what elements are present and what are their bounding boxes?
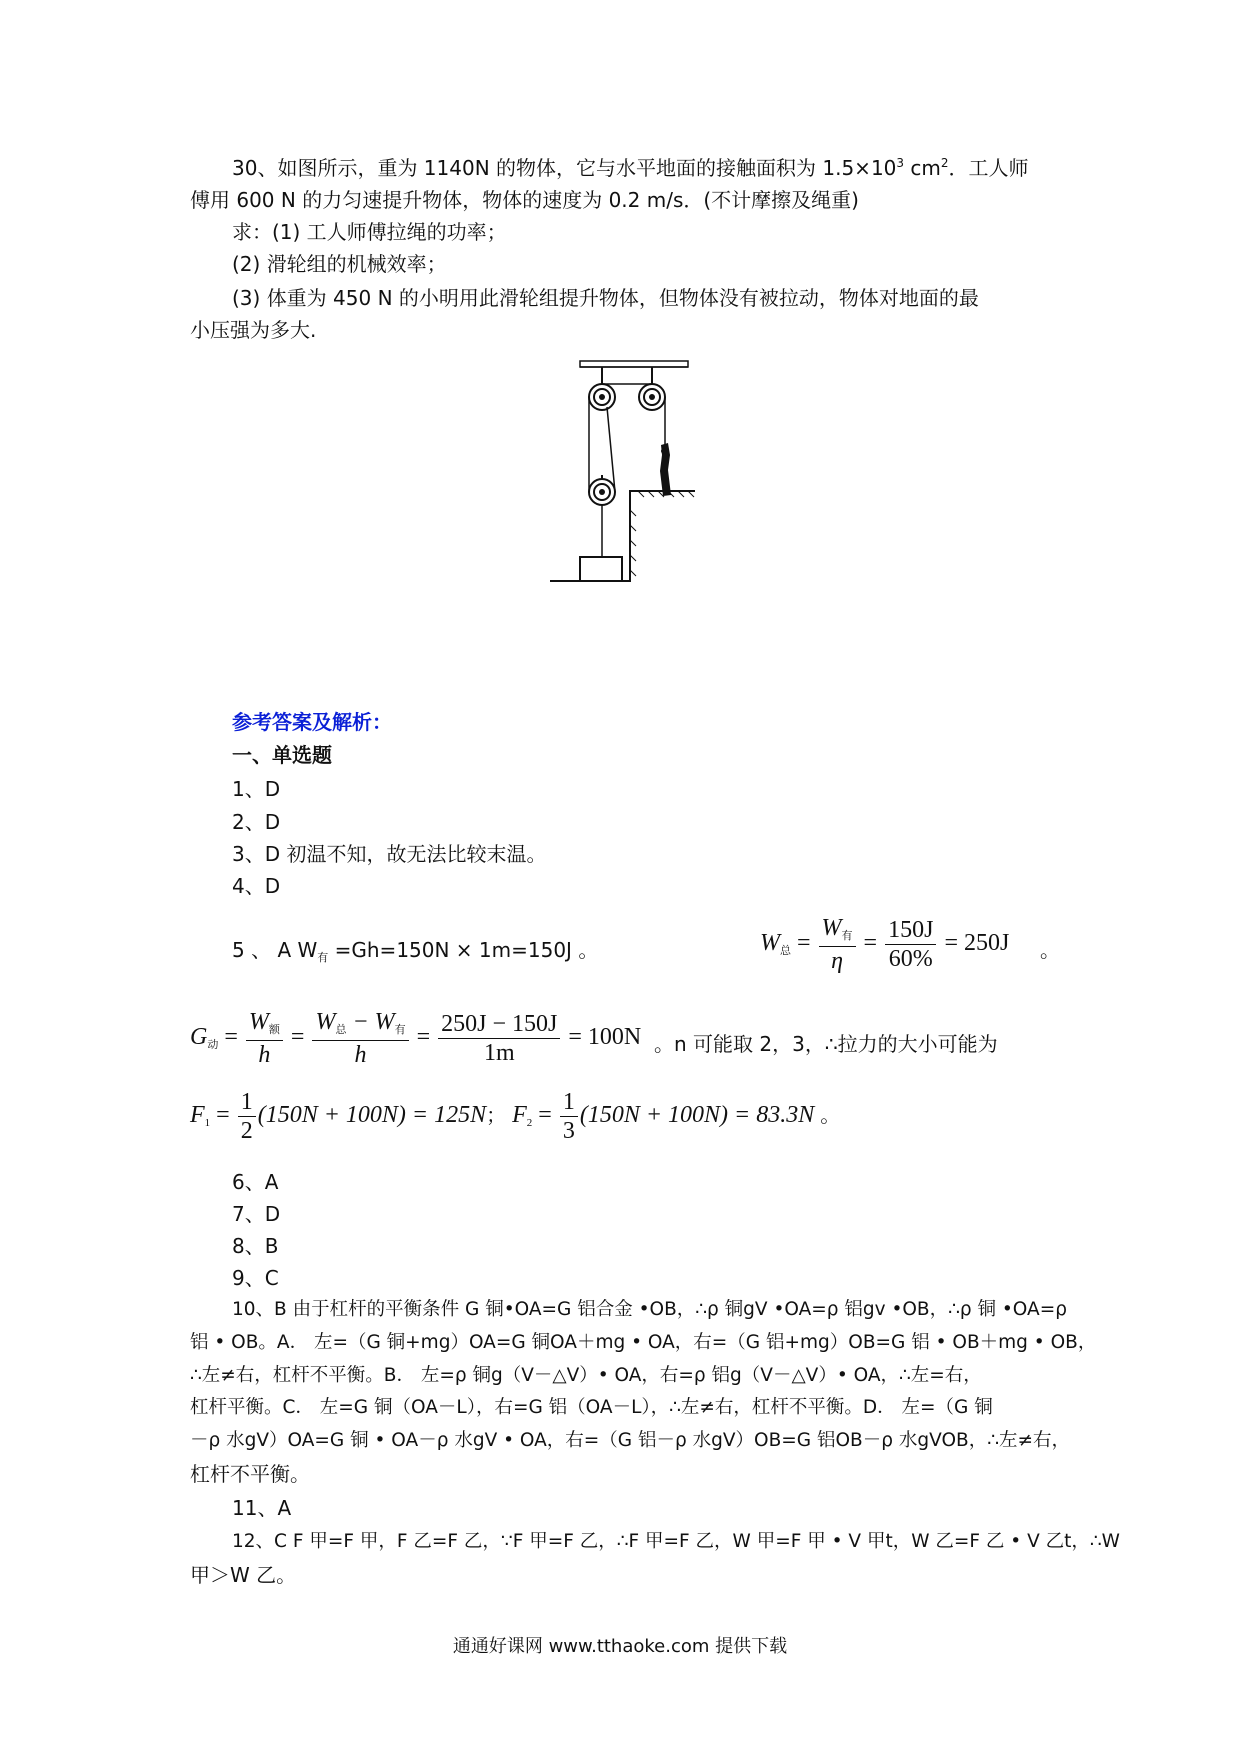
denominator: 3 [562,1118,575,1144]
answer-5-text [232,936,598,968]
a5-label: 5 、 A W [232,938,318,962]
denominator: 60% [888,946,933,972]
answer-7: 7、D [232,1202,281,1226]
q30-text: ．工人师 [948,156,1029,180]
fraction [238,1088,256,1145]
answer-1: 1、D [232,777,281,801]
answer-10-line2: 铝 • OB。A． 左=（G 铜+mg）OA=G 铜OA＋mg • OA，右=（G 铝+mg）OB=G 铝 • OB＋mg • OB， [190,1332,1097,1353]
denominator: 2 [240,1118,253,1144]
answer-10-line1: 10、B 由于杠杆的平衡条件 G 铜•OA=G 铝合金 •OB，∴ρ 铜gV •OA=ρ 铝gv •OB，∴ρ 铜 •OA=ρ [232,1299,1067,1320]
answer-4: 4、D [232,874,281,898]
var-w: − W [346,1009,395,1035]
unit-text: cm [904,156,941,180]
q30-text: 30、如图所示，重为 1140N 的物体，它与水平地面的接触面积为 1.5×10 [232,156,897,180]
answer-9: 9、C [232,1266,279,1290]
numerator: 250J − 150J [438,1010,560,1039]
subscript: 2 [526,1117,533,1130]
denominator: 1m [483,1040,515,1066]
q30-line6: 小压强为多大. [190,318,317,342]
answer-10-line4: 杠杆平衡。C． 左=G 铜（OA－L），右=G 铝（OA－L），∴左≠右，杠杆不平衡。D． 左=（G 铜 [190,1397,993,1418]
answer-11: 11、A [232,1496,292,1520]
answer-2: 2、D [232,810,281,834]
fraction [885,916,936,973]
var-w: W [760,930,780,957]
rope [607,407,615,492]
var-w: W [248,1009,269,1035]
q30-line5: (3) 体重为 450 N 的小明用此滑轮组提升物体，但物体没有被拉动，物体对地面的最 [232,286,979,310]
exponent: 3 [896,156,905,170]
subscript: 有 [317,951,329,964]
page-footer: 通通好课网 www.tthaoke.com 提供下载 [452,1636,788,1657]
result: = 100N [568,1024,642,1051]
q30-line1 [232,154,1029,185]
fraction [438,1010,560,1067]
period: 。 [820,1103,841,1128]
answers-heading: 参考答案及解析： [232,710,392,734]
answer-10-line3: ∴左≠右，杠杆不平衡。B． 左=ρ 铜g（V－△V）• OA，右=ρ 铝g（V－△V）• OA，∴左=右， [190,1365,982,1386]
load-block [580,557,622,581]
var-eta: η [831,948,843,974]
numerator: 1 [238,1088,256,1117]
exponent: 2 [940,156,949,170]
numerator: 1 [560,1088,578,1117]
numerator: 150J [885,916,936,945]
fraction [312,1008,408,1069]
subscript: 1 [204,1117,211,1130]
fraction [819,914,856,975]
var-h: h [354,1042,367,1068]
var-f: F [512,1102,527,1129]
g-formula: G动 = $\frac{\text{W额}}{h}$ = $\frac{\text{W总 − W有}}{h}$ = $\frac{250J - 150J}{1m}$ = 100N [190,1009,642,1068]
subscript: 动 [207,1039,219,1052]
a5-end: 。 [1040,938,1060,962]
answer-10-line5: －ρ 水gV）OA=G 铜 • OA－ρ 水gV • OA，右=（G 铝－ρ 水gV）OB=G 铝OB－ρ 水gVOB，∴左≠右， [190,1430,1070,1451]
subscript: 有 [394,1024,406,1036]
f-formulas: F1 = $\frac{1}{2}$ (150N + 100N) = 125N； F2 = $\frac{1}{3}$ (150N + 100N) = 83.3N 。 [190,1089,841,1144]
result: = 250J [944,930,1010,957]
a5-calc: =Gh=150N × 1m=150J 。 [328,938,599,962]
f2-expression: (150N + 100N) = 83.3N [579,1102,815,1129]
separator: ； [486,1103,507,1128]
g-tail: 。n 可能取 2，3，∴拉力的大小可能为 [654,1032,998,1056]
pulley-diagram [550,355,710,595]
var-f: F [190,1102,205,1129]
var-h: h [258,1042,271,1068]
section-heading: 一、单选题 [232,743,332,767]
answer-10-line6: 杠杆不平衡。 [190,1462,310,1486]
var-w: W [821,915,842,941]
subscript: 总 [335,1024,347,1036]
answer-12-line2: 甲＞W 乙。 [190,1563,297,1587]
answer-12-line1: 12、C F 甲=F 甲，F 乙=F 乙，∵F 甲=F 乙，∴F 甲=F 乙，W 甲=F 甲 • V 甲t，W 乙=F 乙 • V 乙t，∴W [232,1531,1120,1552]
fraction [246,1008,283,1069]
subscript: 额 [268,1024,280,1036]
answer-5-formula: W总 = $\frac{\text{W有}}{\eta}$ = $\frac{150J}{60\%}$ = 250J [760,915,1010,974]
q30-line4: (2) 滑轮组的机械效率； [232,252,447,276]
f1-expression: (150N + 100N) = 125N [257,1102,487,1129]
fraction [560,1088,578,1145]
subscript: 总 [780,945,791,958]
var-w: W [315,1009,336,1035]
q30-line2: 傅用 600 N 的力匀速提升物体，物体的速度为 0.2 m/s．(不计摩擦及绳重) [190,188,859,212]
ceiling [580,361,688,367]
answer-8: 8、B [232,1234,279,1258]
answer-6: 6、A [232,1170,279,1194]
var-g: G [190,1024,208,1051]
subscript: 有 [841,930,853,942]
q30-line3: 求：(1) 工人师傅拉绳的功率； [232,220,507,244]
answer-3: 3、D 初温不知，故无法比较末温。 [232,842,547,866]
